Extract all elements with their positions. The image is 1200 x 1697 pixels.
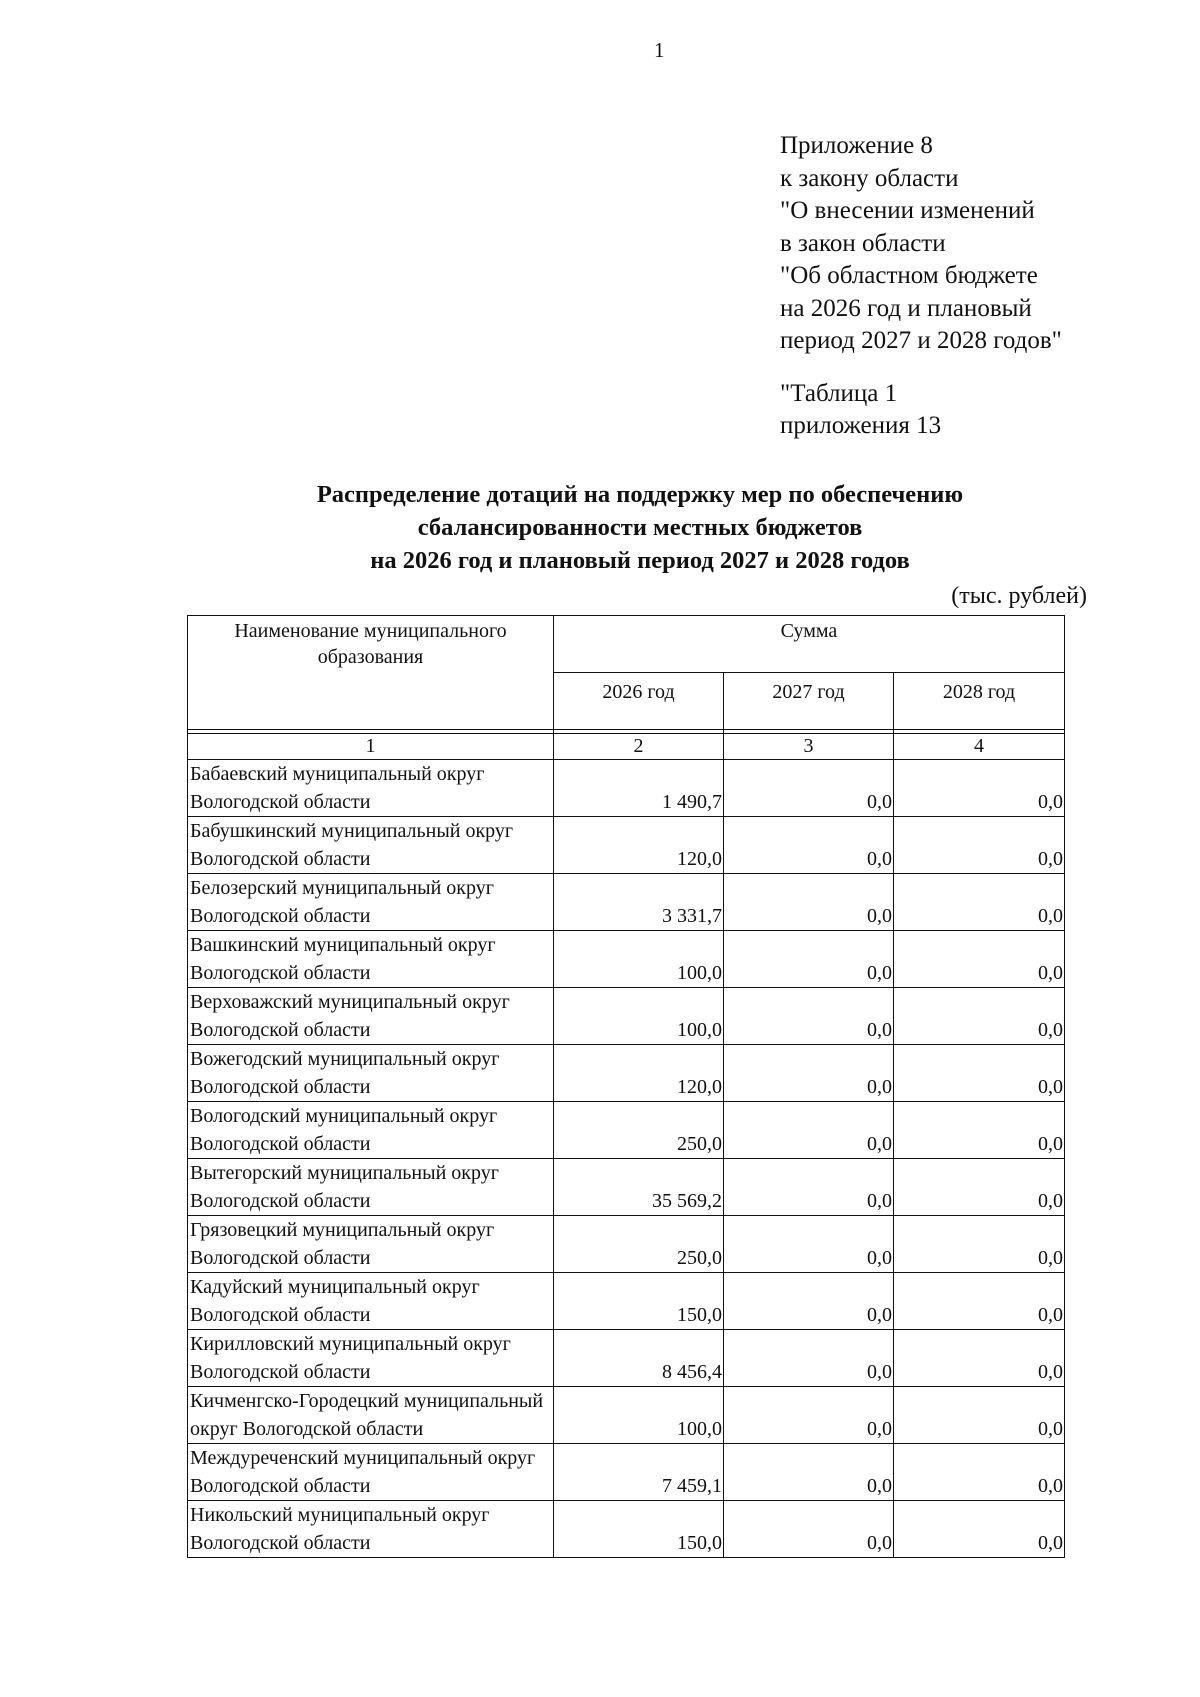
table-row [188,1387,1065,1444]
amount-2026-cell: 120,0 [554,817,724,874]
amount-2028-cell: 0,0 [894,1273,1065,1330]
amount-2026-cell: 100,0 [554,1387,724,1444]
table-row [188,1273,1065,1330]
amount-2026-cell: 1 490,7 [554,760,724,817]
document-title [190,478,1090,577]
table-row [188,817,1065,874]
amount-2027-cell: 0,0 [724,1159,894,1216]
amount-2027-cell: 0,0 [724,874,894,931]
amount-2026-cell: 250,0 [554,1102,724,1159]
table-row [188,1045,1065,1102]
title-line: сбалансированности местных бюджетов [417,514,863,541]
header-year-2027: 2027 год [724,673,894,730]
municipality-name-cell: Вологодский муниципальный округ Вологодской области [188,1102,554,1159]
amount-2027-cell: 0,0 [724,1387,894,1444]
municipality-name-cell: Кичменгско-Городецкий муниципальный округ Вологодской области [188,1387,554,1444]
amount-2026-cell: 100,0 [554,988,724,1045]
table-row [188,1444,1065,1501]
appendix-line: к закону области [780,164,959,192]
amount-2028-cell: 0,0 [894,1045,1065,1102]
municipality-name-cell: Междуреченский муниципальный округ Вологодской области [188,1444,554,1501]
table-row [188,1102,1065,1159]
column-number: 1 [188,734,554,760]
table-reference-line: "Таблица 1 [780,379,898,407]
header-name-cell: Наименование муниципального образования [188,616,554,730]
title-line: на 2026 год и плановый период 2027 и 2028 годов [370,547,910,574]
amount-2026-cell: 7 459,1 [554,1444,724,1501]
column-numbers-row [188,734,1065,760]
amount-2027-cell: 0,0 [724,988,894,1045]
appendix-header [780,130,1062,443]
amount-2026-cell: 8 456,4 [554,1330,724,1387]
table-row [188,1159,1065,1216]
amount-2028-cell: 0,0 [894,760,1065,817]
page-number: 1 [654,38,665,62]
municipality-name-cell: Бабушкинский муниципальный округ Вологодской области [188,817,554,874]
amount-2028-cell: 0,0 [894,817,1065,874]
municipality-name-cell: Верховажский муниципальный округ Вологодской области [188,988,554,1045]
table-row [188,1330,1065,1387]
amount-2026-cell: 250,0 [554,1216,724,1273]
municipality-name-cell: Грязовецкий муниципальный округ Вологодской области [188,1216,554,1273]
column-number: 2 [554,734,724,760]
column-number: 4 [894,734,1065,760]
amount-2026-cell: 35 569,2 [554,1159,724,1216]
table-row [188,760,1065,817]
amount-2027-cell: 0,0 [724,1102,894,1159]
appendix-line: Приложение 8 [780,132,933,159]
amount-2028-cell: 0,0 [894,1159,1065,1216]
column-number: 3 [724,734,894,760]
amount-2027-cell: 0,0 [724,1444,894,1501]
appendix-line: на 2026 год и плановый [780,294,1032,322]
amount-2028-cell: 0,0 [894,1387,1065,1444]
amount-2026-cell: 3 331,7 [554,874,724,931]
municipality-name-cell: Бабаевский муниципальный округ Вологодской области [188,760,554,817]
municipality-name-cell: Белозерский муниципальный округ Вологодской области [188,874,554,931]
amount-2028-cell: 0,0 [894,988,1065,1045]
amount-2028-cell: 0,0 [894,1216,1065,1273]
amount-2028-cell: 0,0 [894,1102,1065,1159]
municipality-name-cell: Вытегорский муниципальный округ Вологодской области [188,1159,554,1216]
municipality-name-cell: Вожегодский муниципальный округ Вологодской области [188,1045,554,1102]
appendix-line: в закон области [780,229,946,257]
amount-2027-cell: 0,0 [724,931,894,988]
amount-2027-cell: 0,0 [724,1501,894,1558]
amount-2028-cell: 0,0 [894,1330,1065,1387]
amount-2028-cell: 0,0 [894,874,1065,931]
municipality-name-cell: Кадуйский муниципальный округ Вологодской области [188,1273,554,1330]
amount-2027-cell: 0,0 [724,1045,894,1102]
table-row [188,931,1065,988]
header-year-2028: 2028 год [894,673,1065,730]
table-row [188,988,1065,1045]
appendix-line: "Об областном бюджете [780,262,1038,289]
amount-2027-cell: 0,0 [724,1273,894,1330]
amount-2026-cell: 120,0 [554,1045,724,1102]
subsidy-table [187,615,1065,1558]
table-row [188,1216,1065,1273]
amount-2026-cell: 100,0 [554,931,724,988]
amount-2027-cell: 0,0 [724,817,894,874]
amount-2027-cell: 0,0 [724,1216,894,1273]
table-row [188,874,1065,931]
amount-2027-cell: 0,0 [724,1330,894,1387]
appendix-line: "О внесении изменений [780,197,1035,224]
municipality-name-cell: Вашкинский муниципальный округ Вологодской области [188,931,554,988]
amount-2026-cell: 150,0 [554,1273,724,1330]
appendix-line: период 2027 и 2028 годов" [780,327,1062,354]
amount-2027-cell: 0,0 [724,760,894,817]
table-reference-line: приложения 13 [780,412,942,439]
header-sum-cell: Сумма [554,616,1065,673]
header-year-2026: 2026 год [554,673,724,730]
amount-2028-cell: 0,0 [894,1501,1065,1558]
title-line: Распределение дотаций на поддержку мер по обеспечению [316,481,964,508]
units-label: (тыс. рублей) [951,583,1087,609]
table-header-row [188,616,1065,673]
amount-2026-cell: 150,0 [554,1501,724,1558]
municipality-name-cell: Кирилловский муниципальный округ Вологодской области [188,1330,554,1387]
municipality-name-cell: Никольский муниципальный округ Вологодской области [188,1501,554,1558]
amount-2028-cell: 0,0 [894,931,1065,988]
amount-2028-cell: 0,0 [894,1444,1065,1501]
table-row [188,1501,1065,1558]
